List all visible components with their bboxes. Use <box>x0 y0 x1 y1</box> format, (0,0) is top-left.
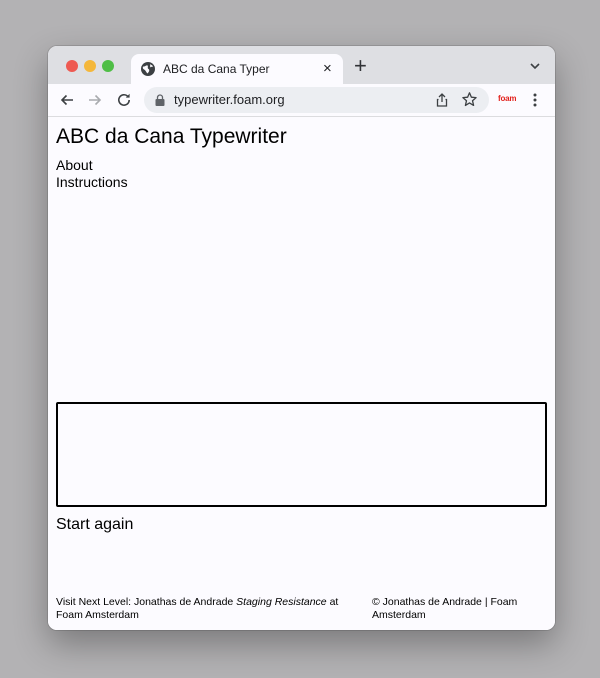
footer-exhibition-title: Staging Resistance <box>236 596 327 608</box>
star-icon[interactable] <box>461 91 478 108</box>
lock-icon[interactable] <box>155 94 165 106</box>
new-tab-button[interactable]: + <box>354 53 367 78</box>
url-text[interactable]: typewriter.foam.org <box>174 92 285 107</box>
nav-link-instructions[interactable]: Instructions <box>56 174 128 190</box>
footer-prefix: Visit Next Level: Jonathas de Andrade <box>56 596 237 608</box>
tab-close-icon[interactable]: × <box>323 60 332 77</box>
maximize-window-button[interactable] <box>102 60 114 72</box>
globe-icon <box>140 61 156 77</box>
minimize-window-button[interactable] <box>84 60 96 72</box>
page-nav <box>56 157 128 191</box>
nav-link-about[interactable]: About <box>56 157 93 173</box>
share-icon[interactable] <box>434 92 450 108</box>
tab-strip <box>48 46 555 84</box>
close-window-button[interactable] <box>66 60 78 72</box>
browser-window <box>48 46 555 630</box>
kebab-menu-icon[interactable] <box>532 92 538 108</box>
forward-arrow-icon[interactable] <box>86 91 104 109</box>
footer-suffix: at Foam Amsterdam <box>56 596 339 621</box>
page-content <box>48 117 555 630</box>
address-bar[interactable] <box>144 87 489 113</box>
footer-credit <box>56 596 368 622</box>
back-arrow-icon[interactable] <box>58 91 76 109</box>
chevron-down-icon[interactable] <box>529 61 541 71</box>
footer-exhibition-link[interactable] <box>56 596 338 621</box>
tab-title: ABC da Cana Typer <box>163 62 270 76</box>
foam-extension-button[interactable]: foam <box>498 94 517 103</box>
page-title: ABC da Cana Typewriter <box>56 125 287 148</box>
footer-copyright: © Jonathas de Andrade | Foam Amsterdam <box>372 596 518 621</box>
start-again-button[interactable]: Start again <box>56 516 134 533</box>
typewriter-input-box[interactable] <box>56 402 547 507</box>
browser-tab[interactable] <box>131 54 343 84</box>
reload-icon[interactable] <box>115 91 133 109</box>
browser-toolbar <box>48 84 555 117</box>
